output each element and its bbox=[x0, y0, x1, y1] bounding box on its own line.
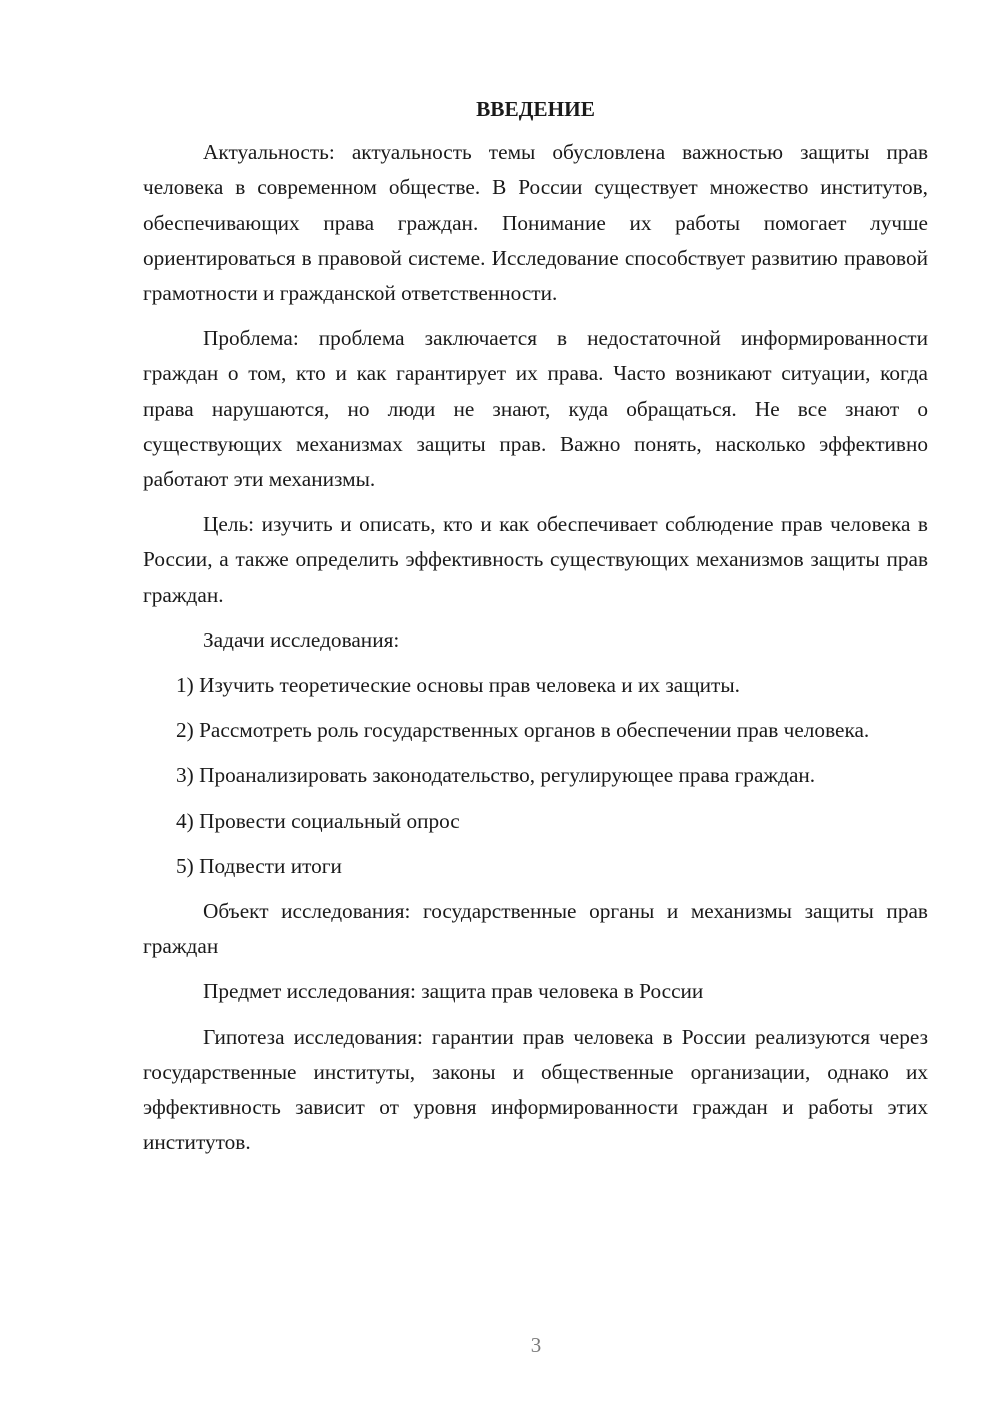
paragraph-problem: Проблема: проблема заключается в недостаточной информированности граждан о том, кто и как гарантирует их права. Часто возникают ситуации, когда права нарушаются, но люди не знают, куда обращаться. Не все знают о существующих механизмах защиты прав. Важно понять, насколько эффективно работают эти механизмы. bbox=[143, 326, 928, 492]
section-title: ВВЕДЕНИЕ bbox=[476, 97, 595, 121]
paragraph-goal: Цель: изучить и описать, кто и как обеспечивает соблюдение прав человека в России, а также определить эффективность существующих механизмов защиты прав граждан. bbox=[143, 512, 928, 607]
paragraph-relevance: Актуальность: актуальность темы обусловлена важностью защиты прав человека в современном обществе. В России существует множество институтов, обеспечивающих права граждан. Понимание их работы помогает лучше ориентироваться в правовой системе. Исследование способствует развитию правовой грамотности и гражданской ответственности. bbox=[143, 140, 928, 306]
paragraph-hypothesis: Гипотеза исследования: гарантии прав человека в России реализуются через государственные институты, законы и общественные организации, однако их эффективность зависит от уровня информированности граждан и работы этих институтов. bbox=[143, 1024, 928, 1155]
task-item: 4) Провести социальный опрос bbox=[176, 808, 460, 833]
page-number: 3 bbox=[530, 1333, 542, 1357]
task-item: 5) Подвести итоги bbox=[176, 853, 342, 878]
paragraph-object: Объект исследования: государственные органы и механизмы защиты прав граждан bbox=[143, 899, 928, 959]
tasks-heading: Задачи исследования: bbox=[203, 627, 400, 652]
task-item: 3) Проанализировать законодательство, регулирующее права граждан. bbox=[176, 763, 816, 788]
task-item: 2) Рассмотреть роль государственных органов в обеспечении прав человека. bbox=[176, 718, 870, 743]
paragraph-subject: Предмет исследования: защита прав человека в России bbox=[203, 979, 704, 1004]
page-content bbox=[143, 92, 928, 1170]
task-item: 1) Изучить теоретические основы прав человека и их защиты. bbox=[176, 673, 740, 698]
